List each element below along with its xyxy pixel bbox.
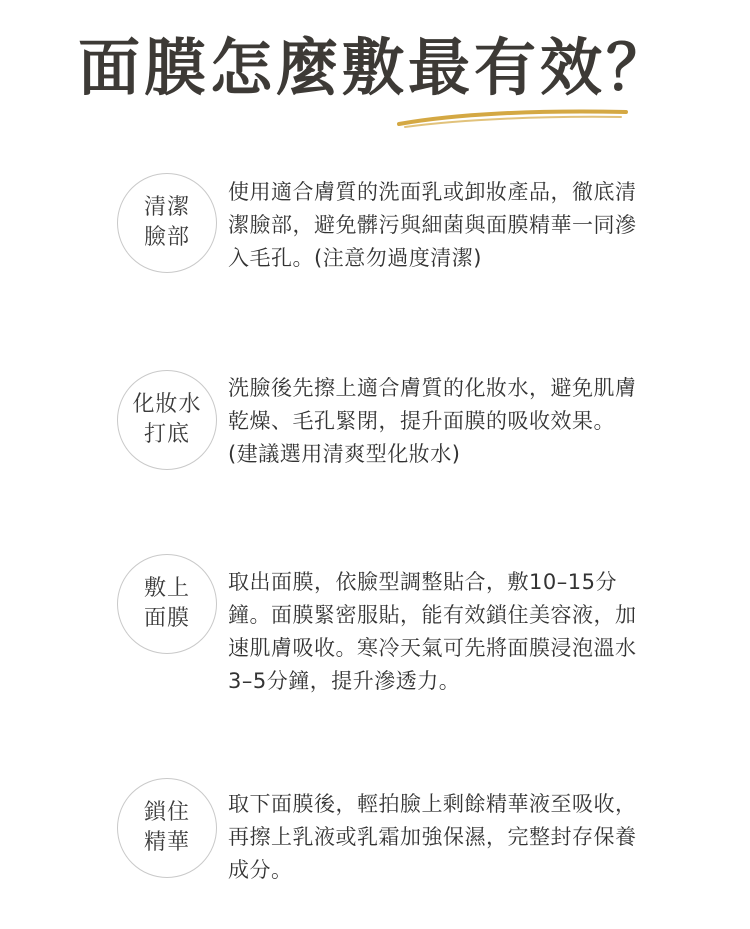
step-label-line1: 鎖住 — [143, 800, 190, 825]
step-description: 使用適合膚質的洗面乳或卸妝產品，徹底清潔臉部，避免髒污與細菌與面膜精華一同滲入毛孔。(注意勿過度清潔) — [228, 180, 637, 270]
step-badge-circle — [117, 554, 217, 654]
step-description: 取出面膜，依臉型調整貼合，敷10–15分鐘。面膜緊密服貼，能有效鎖住美容液，加速肌膚吸收。寒冷天氣可先將面膜浸泡溫水3–5分鐘，提升滲透力。 — [228, 570, 637, 693]
step-lock-essence — [0, 778, 750, 918]
step-badge-circle — [117, 778, 217, 878]
step-cleanse — [0, 168, 750, 308]
step-description: 取下面膜後，輕拍臉上剩餘精華液至吸收，再擦上乳液或乳霜加強保濕，完整封存保養成分。 — [228, 792, 637, 882]
step-label-line1: 清潔 — [143, 195, 190, 220]
step-label-line2: 面膜 — [143, 606, 190, 631]
brush-underline-decoration — [395, 104, 630, 134]
step-description: 洗臉後先擦上適合膚質的化妝水，避免肌膚乾燥、毛孔緊閉，提升面膜的吸收效果。(建議選用清爽型化妝水) — [228, 376, 637, 466]
step-label-line2: 打底 — [143, 422, 190, 447]
step-badge-circle — [117, 370, 217, 470]
step-label-line1: 敷上 — [143, 576, 190, 601]
step-label-line2: 臉部 — [143, 225, 190, 250]
step-toner — [0, 362, 750, 502]
step-label-line2: 精華 — [143, 830, 190, 855]
header — [0, 22, 750, 122]
page-title: 面膜怎麼敷最有效？ — [77, 31, 672, 104]
step-badge-circle — [117, 173, 217, 273]
step-label-line1: 化妝水 — [132, 392, 202, 417]
step-apply-mask — [0, 558, 750, 698]
